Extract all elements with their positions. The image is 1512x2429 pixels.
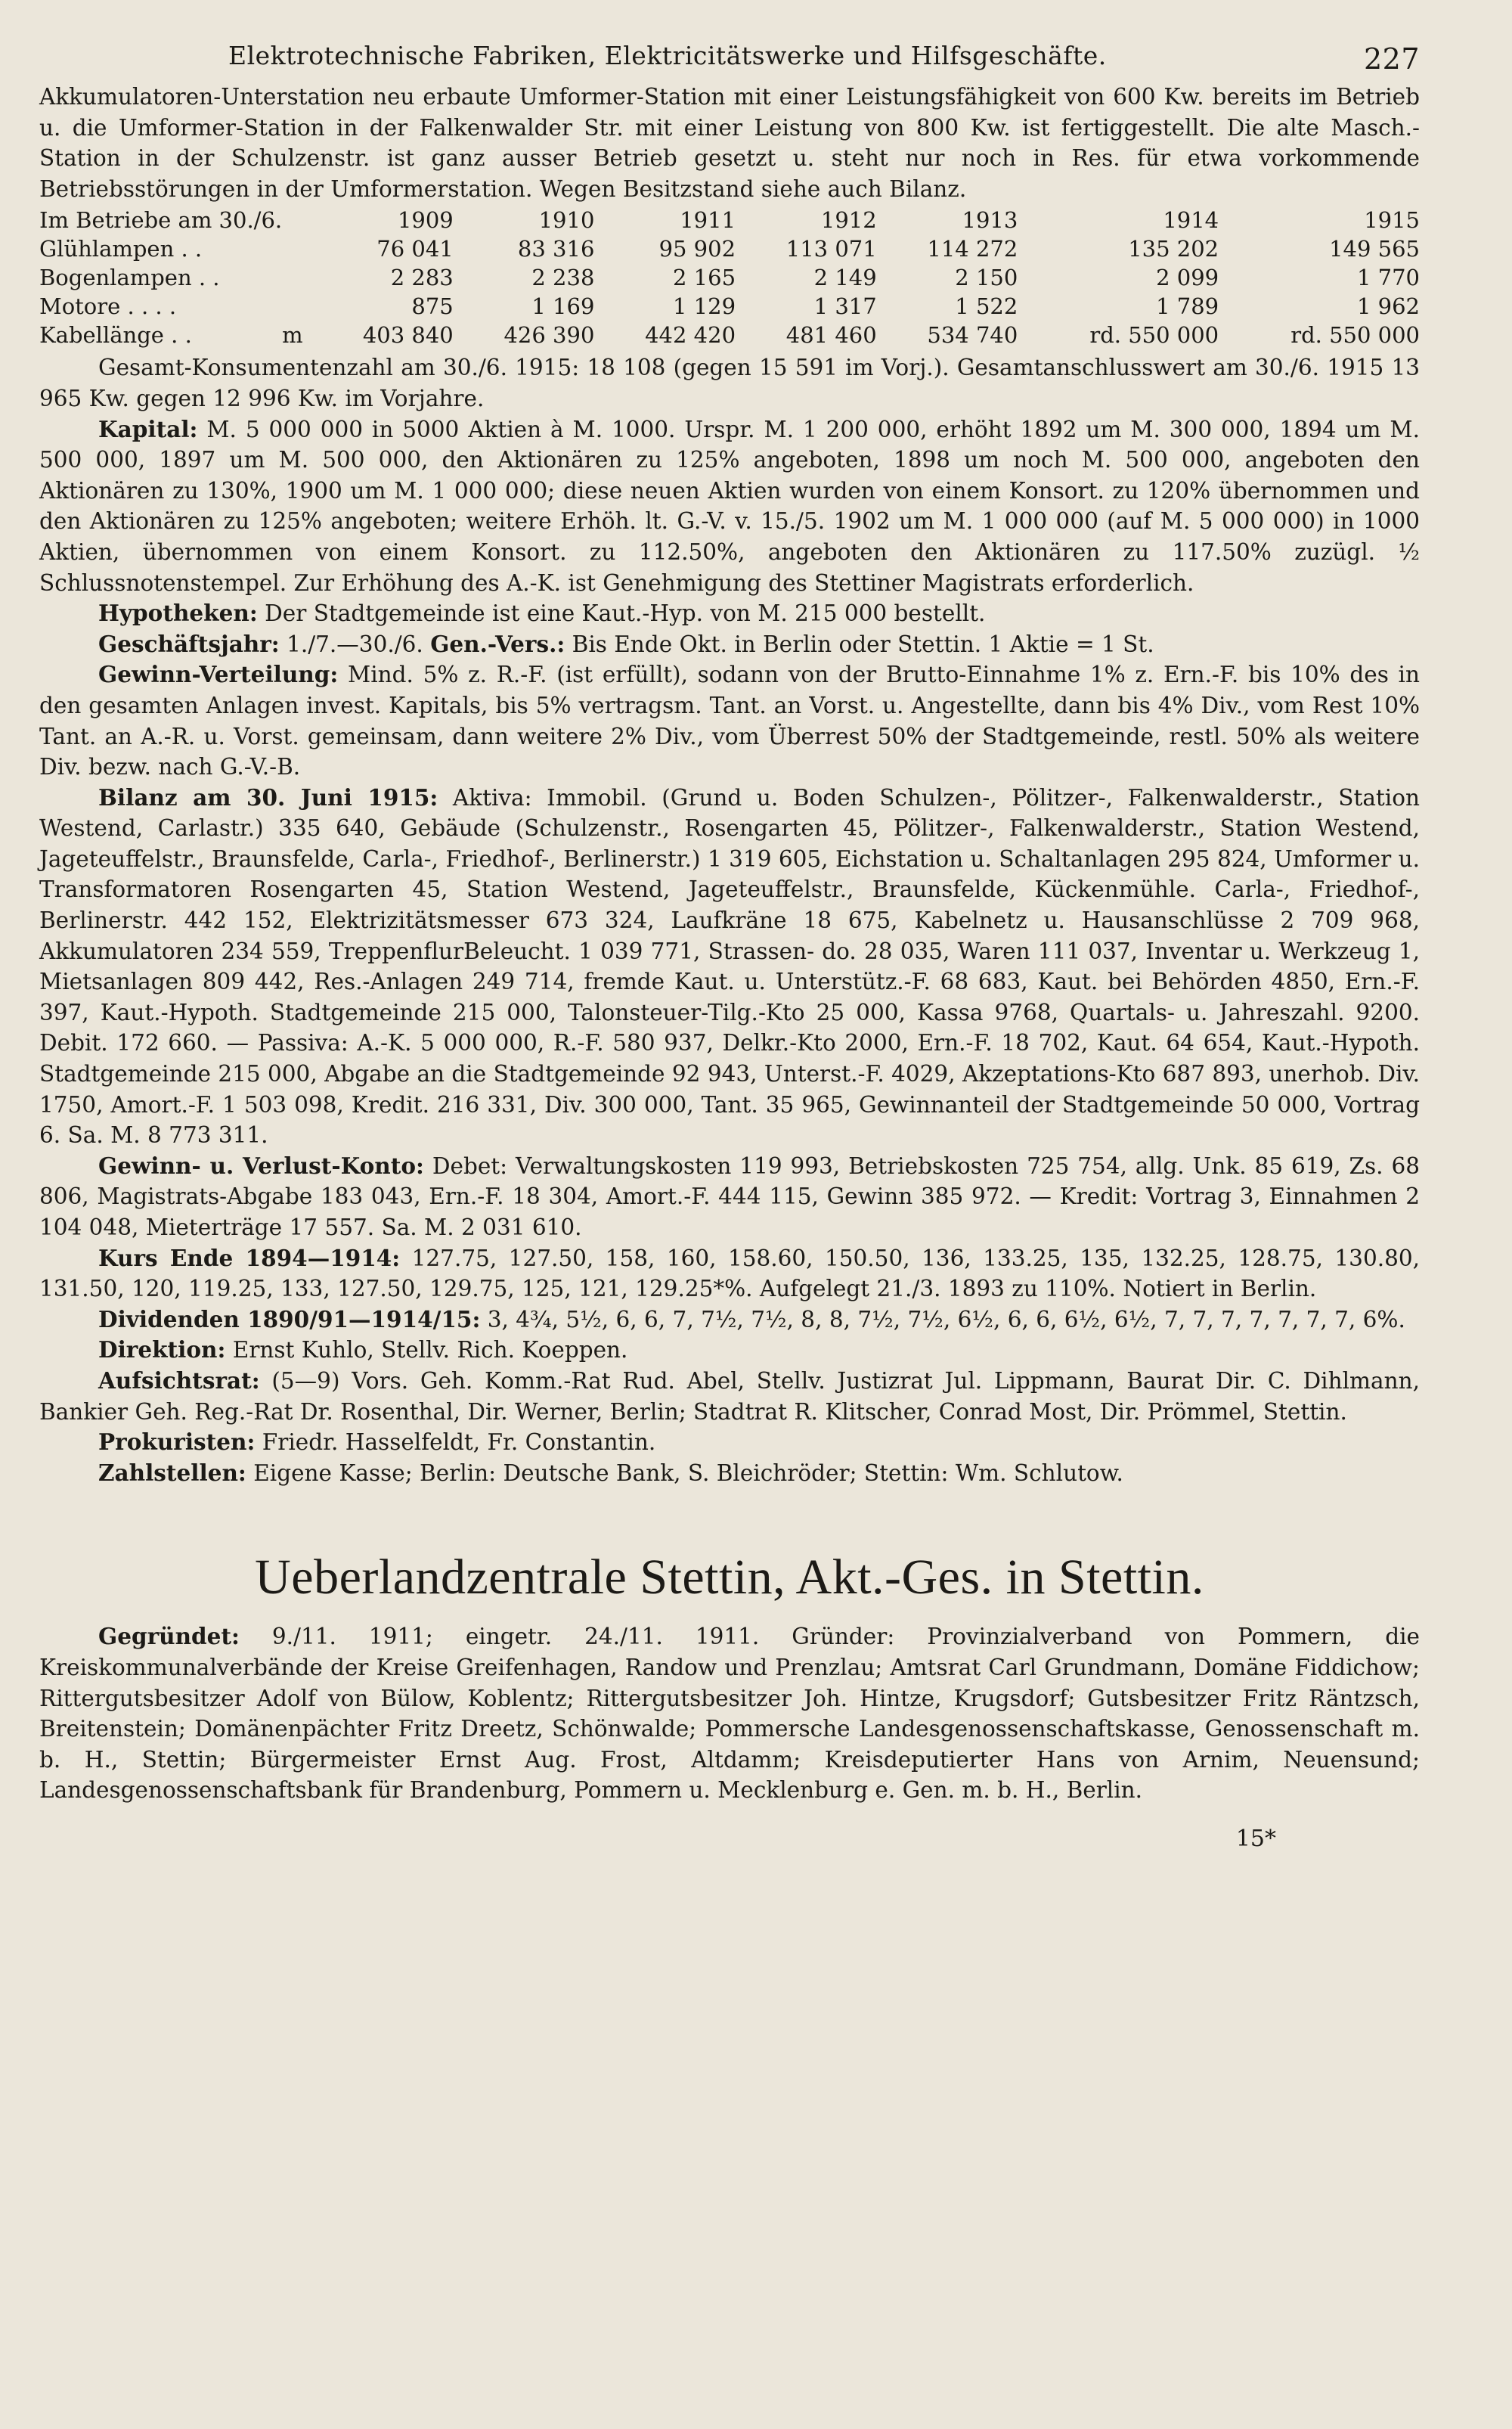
document-page	[39, 26, 1420, 2400]
section-text: Der Stadtgemeinde ist eine Kaut.-Hyp. von M. 215 000 bestellt.	[265, 600, 986, 627]
page-number: 227	[1363, 42, 1420, 76]
table-cell: 2 150	[955, 265, 1018, 291]
table-row	[39, 292, 1420, 321]
section-hypotheken	[39, 598, 1420, 629]
year-cell: 1912	[820, 207, 877, 234]
section-label: Geschäftsjahr:	[98, 630, 280, 657]
section-label-genvers: Gen.-Vers.:	[430, 630, 565, 657]
section-gewinn-verteilung	[39, 659, 1420, 782]
section-aufsichtsrat	[39, 1366, 1420, 1427]
year-cell: 1909	[397, 207, 454, 234]
year-cell: 1913	[962, 207, 1018, 234]
operations-table	[39, 206, 1420, 349]
table-cell: 2 283	[390, 265, 454, 291]
section-label: Gegründet:	[98, 1623, 240, 1650]
row-label: Glühlampen . .	[39, 236, 203, 262]
section-text: Ernst Kuhlo, Stellv. Rich. Koeppen.	[232, 1337, 628, 1363]
section-text: Friedr. Hasselfeldt, Fr. Constantin.	[262, 1429, 656, 1456]
section-label: Direktion:	[98, 1336, 226, 1363]
section-label: Bilanz am 30. Juni 1915:	[98, 783, 438, 811]
table-cell: 76 041	[376, 236, 454, 262]
section-dividenden	[39, 1304, 1420, 1335]
year-cell: 1915	[1364, 207, 1420, 234]
table-cell: 149 565	[1329, 236, 1420, 262]
table-cell: 95 902	[658, 236, 736, 262]
table-cell: 403 840	[362, 322, 454, 349]
section-geschaeftsjahr	[39, 629, 1420, 660]
running-header	[39, 26, 1420, 82]
section-zahlstellen	[39, 1458, 1420, 1489]
table-cell: 426 390	[503, 322, 595, 349]
table-cell: rd. 550 000	[1089, 322, 1219, 349]
year-cell: 1911	[680, 207, 736, 234]
row-unit: m	[282, 322, 303, 349]
table-cell: rd. 550 000	[1290, 322, 1420, 349]
section-direktion	[39, 1335, 1420, 1366]
section-gewinn-verlust	[39, 1151, 1420, 1243]
section-kapital	[39, 414, 1420, 599]
table-cell: 2 099	[1156, 265, 1219, 291]
table-cell: 1 522	[955, 293, 1018, 320]
table-cell: 2 149	[813, 265, 877, 291]
row-unit	[282, 292, 312, 321]
row-label: Bogenlampen . .	[39, 265, 220, 291]
sheet-signature-mark: 15*	[1235, 1825, 1276, 1852]
section-gegruendet	[39, 1621, 1420, 1806]
table-head-label: Im Betriebe am 30./6.	[39, 207, 283, 234]
row-unit	[282, 234, 312, 263]
section-label: Gewinn- u. Verlust-Konto:	[98, 1152, 424, 1179]
row-label: Kabellänge . .	[39, 322, 192, 349]
section-label: Kurs Ende 1894—1914:	[98, 1244, 401, 1271]
running-title: Elektrotechnische Fabriken, Elektricitätswerke und Hilfsgeschäfte.	[228, 41, 1107, 70]
section-text-genvers: Bis Ende Okt. in Berlin oder Stettin. 1 Aktie = 1 St.	[572, 631, 1154, 657]
section-label: Hypotheken:	[98, 600, 258, 627]
row-label: Motore . . . .	[39, 293, 177, 320]
table-cell: 875	[411, 293, 454, 320]
row-unit	[282, 263, 312, 292]
section-text: (5—9) Vors. Geh. Komm.-Rat Rud. Abel, Stellv. Justizrat Jul. Lippmann, Baurat Dir. C. Dihlmann, Bankier Geh. Reg.-Rat Dr. Rosenthal, Dir. Werner, Berlin; Stadtrat R. Klitscher, Conrad Most, Dir. Prömmel, Stettin.	[39, 1367, 1420, 1425]
table-cell: 442 420	[645, 322, 736, 349]
table-cell: 1 962	[1356, 293, 1420, 320]
section-label: Gewinn-Verteilung:	[98, 661, 339, 688]
table-cell: 1 770	[1356, 265, 1420, 291]
table-row	[39, 321, 1420, 349]
table-cell: 1 129	[673, 293, 736, 320]
section-text: M. 5 000 000 in 5000 Aktien à M. 1000. Urspr. M. 1 200 000, erhöht 1892 um M. 300 000, 1894 um M. 500 000, 1897 um M. 500 000, den Aktionären zu 125% angeboten, 1898 um noch M. 500 000, angeboten den Aktionären zu 130%, 1900 um M. 1 000 000; diese neuen Aktien wurden von einem Konsort. zu 120% übernommen und den Aktionären zu 125% angeboten; weitere Erhöh. lt. G.-V. v. 15./5. 1902 um M. 1 000 000 (auf M. 5 000 000) in 1000 Aktien, übernommen von einem Konsort. zu 112.50%, angeboten den Aktionären zu 117.50% zuzügl. ½ Schlussnotenstempel. Zur Erhöhung des A.-K. ist Genehmigung des Stettiner Magistrats erforderlich.	[39, 416, 1420, 596]
year-cell: 1914	[1163, 207, 1219, 234]
section-label: Zahlstellen:	[98, 1459, 246, 1486]
section-text: 1./7.—30./6.	[287, 631, 423, 657]
company-title: Ueberlandzentrale Stettin, Akt.-Ges. in Stettin.	[255, 1550, 1204, 1605]
table-cell: 534 740	[927, 322, 1018, 349]
intro-paragraph: Akkumulatoren-Unterstation neu erbaute Umformer-Station mit einer Leistungsfähigkeit von 600 Kw. bereits im Betrieb u. die Umformer-Station in der Falkenwalder Str. mit einer Leistung von 800 Kw. ist fertiggestellt. Die alte Masch.-Station in der Schulzenstr. ist ganz ausser Betrieb gesetzt u. steht nur noch in Res. für etwa vorkommende Betriebsstörungen in der Umformerstation. Wegen Besitzstand siehe auch Bilanz.	[39, 84, 1420, 202]
section-text: 127.75, 127.50, 158, 160, 158.60, 150.50, 136, 133.25, 135, 132.25, 128.75, 130.80, 131.50, 120, 119.25, 133, 127.50, 129.75, 125, 121, 129.25*%. Aufgelegt 21./3. 1893 zu 110%. Notiert in Berlin.	[39, 1245, 1420, 1302]
section-label: Aufsichtsrat:	[98, 1367, 260, 1394]
table-cell: 1 169	[531, 293, 595, 320]
table-row	[39, 234, 1420, 263]
section-text: Debet: Verwaltungskosten 119 993, Betriebskosten 725 754, allg. Unk. 85 619, Zs. 68 806, Magistrats-Abgabe 183 043, Ern.-F. 18 304, Amort.-F. 444 115, Gewinn 385 972. — Kredit: Vortrag 3, Einnahmen 2 104 048, Mieterträge 17 557. Sa. M. 2 031 610.	[39, 1152, 1420, 1240]
section-text: 3, 4¾, 5½, 6, 6, 7, 7½, 7½, 8, 8, 7½, 7½, 6½, 6, 6, 6½, 6½, 7, 7, 7, 7, 7, 7, 7, 6%.	[487, 1306, 1405, 1332]
table-cell: 135 202	[1128, 236, 1219, 262]
section-label: Dividenden 1890/91—1914/15:	[98, 1305, 481, 1332]
year-cell: 1910	[538, 207, 595, 234]
table-row	[39, 263, 1420, 292]
section-kurs	[39, 1243, 1420, 1304]
table-cell: 481 460	[785, 322, 877, 349]
consumer-paragraph: Gesamt-Konsumentenzahl am 30./6. 1915: 18 108 (gegen 15 591 im Vorj.). Gesamtanschlusswert am 30./6. 1915 13 965 Kw. gegen 12 996 Kw. im Vorjahre.	[39, 355, 1420, 411]
section-text: Mind. 5% z. R.-F. (ist erfüllt), sodann von der Brutto-Einnahme 1% z. Ern.-F. bis 10% des in den gesamten Anlagen invest. Kapitals, bis 5% vertragsm. Tant. an Vorst. u. Angestellte, dann bis 4% Div., vom Rest 10% Tant. an A.-R. u. Vorst. gemeinsam, dann weitere 2% Div., vom Überrest 50% der Stadtgemeinde, restl. 50% als weitere Div. bezw. nach G.-V.-B.	[39, 662, 1420, 780]
table-cell: 114 272	[927, 236, 1018, 262]
section-text: Eigene Kasse; Berlin: Deutsche Bank, S. Bleichröder; Stettin: Wm. Schlutow.	[253, 1460, 1123, 1486]
table-header-row	[39, 206, 1420, 234]
table-cell: 83 316	[517, 236, 595, 262]
section-text: 9./11. 1911; eingetr. 24./11. 1911. Gründer: Provinzialverband von Pommern, die Kreiskommunalverbände der Kreise Greifenhagen, Randow und Prenzlau; Amtsrat Carl Grundmann, Domäne Fiddichow; Rittergutsbesitzer Adolf von Bülow, Koblentz; Rittergutsbesitzer Joh. Hintze, Krugsdorf; Gutsbesitzer Fritz Räntzsch, Breitenstein; Domänenpächter Fritz Dreetz, Schönwalde; Pommersche Landesgenossenschaftskasse, Genossenschaft m. b. H., Stettin; Bürgermeister Ernst Aug. Frost, Altdamm; Kreisdeputierter Hans von Arnim, Neuensund; Landesgenossenschaftsbank für Brandenburg, Pommern u. Mecklenburg e. Gen. m. b. H., Berlin.	[39, 1624, 1420, 1804]
section-label: Prokuristen:	[98, 1429, 256, 1456]
section-label: Kapital:	[98, 415, 198, 442]
section-prokuristen	[39, 1427, 1420, 1458]
table-cell: 1 317	[813, 293, 877, 320]
section-bilanz	[39, 783, 1420, 1151]
table-cell: 2 238	[531, 265, 595, 291]
table-cell: 2 165	[673, 265, 736, 291]
section-text: Aktiva: Immobil. (Grund u. Boden Schulzen-, Pölitzer-, Falkenwalderstr., Station Westend, Carlastr.) 335 640, Gebäude (Schulzenstr., Rosengarten 45, Pölitzer-, Falkenwalderstr., Station Westend, Jageteuffelstr., Braunsfelde, Carla-, Friedhof-, Berlinerstr.) 1 319 605, Eichstation u. Schaltanlagen 295 824, Umformer u. Transformatoren Rosengarten 45, Station Westend, Jageteuffelstr., Braunsfelde, Kückenmühle. Carla-, Friedhof-, Berlinerstr. 442 152, Elektrizitätsmesser 673 324, Laufkräne 18 675, Kabelnetz u. Hausanschlüsse 2 709 968, Akkumulatoren 234 559, TreppenflurBeleucht. 1 039 771, Strassen- do. 28 035, Waren 111 037, Inventar u. Werkzeug 1, Mietsanlagen 809 442, Res.-Anlagen 249 714, fremde Kaut. u. Unterstütz.-F. 68 683, Kaut. bei Behörden 4850, Ern.-F. 397, Kaut.-Hypoth. Stadtgemeinde 215 000, Talonsteuer-Tilg.-Kto 25 000, Kassa 9768, Quartals- u. Jahreszahl. 9200. Debit. 172 660. — Passiva: A.-K. 5 000 000, R.-F. 580 937, Delkr.-Kto 2000, Ern.-F. 18 702, Kaut. 64 654, Kaut.-Hypoth. Stadtgemeinde 215 000, Abgabe an die Stadtgemeinde 92 943, Unterst.-F. 4029, Akzeptations-Kto 687 893, unerhob. Div. 1750, Amort.-F. 1 503 098, Kredit. 216 331, Div. 300 000, Tant. 35 965, Gewinnanteil der Stadtgemeinde 50 000, Vortrag 6. Sa. M. 8 773 311.	[39, 784, 1420, 1149]
table-cell: 1 789	[1156, 293, 1219, 320]
table-cell: 113 071	[785, 236, 877, 262]
